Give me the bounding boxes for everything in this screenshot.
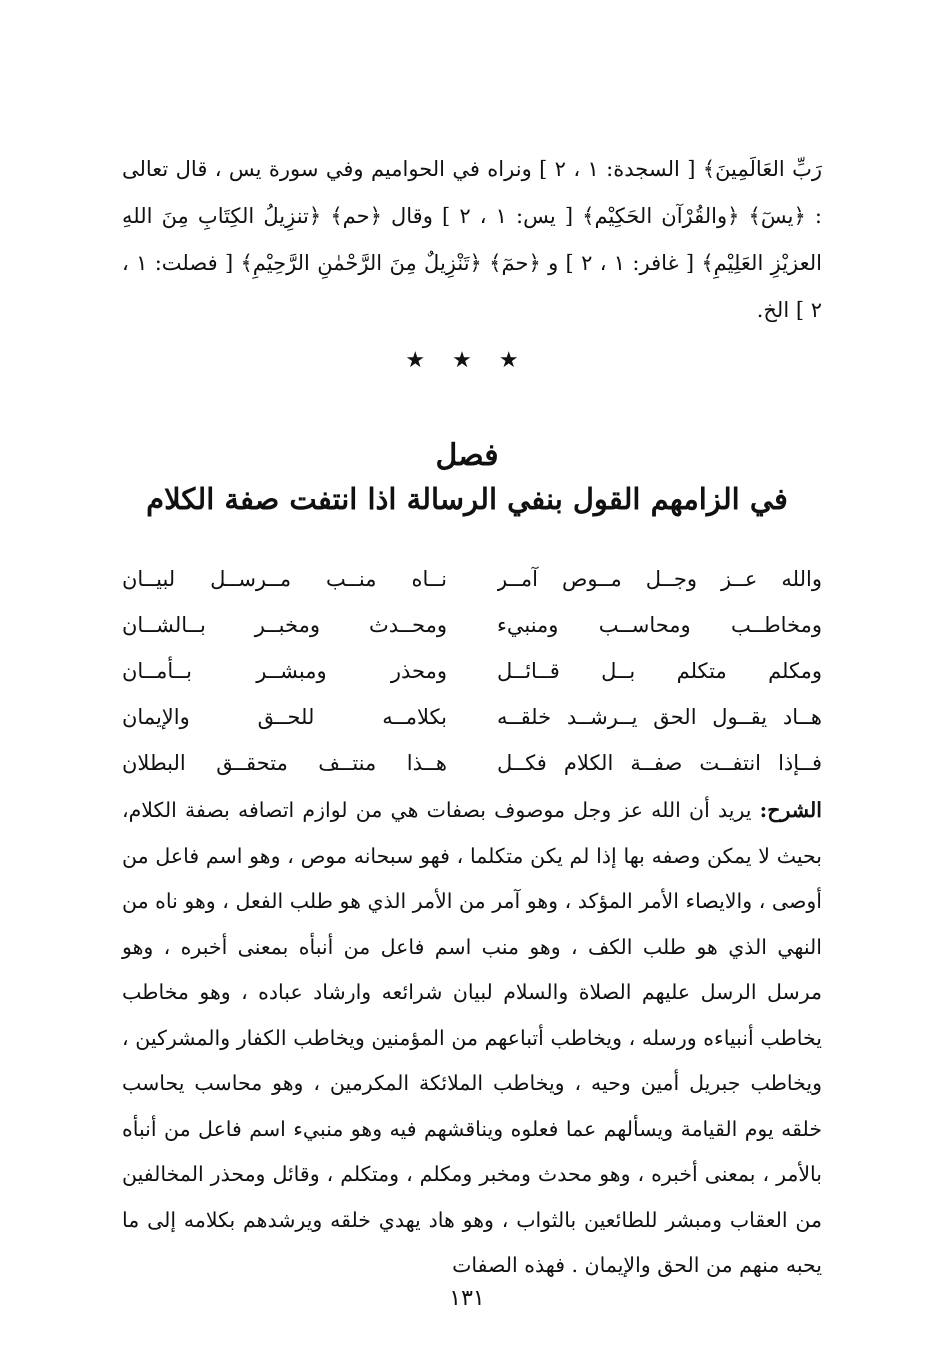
verse-first-hemistich: ومخاطــب ومحاســب ومنبيء [497,613,822,637]
poem-verse [122,740,822,786]
section-separator: ★ ★ ★ [405,348,529,373]
verse-first-hemistich: فــإذا انتفــت صفــة الكلام فكــل [497,751,822,775]
commentary-paragraph [122,788,822,1289]
verse-first-hemistich: ومكلم متكلم بــل قــائــل [497,659,822,683]
commentary-text [122,788,822,1289]
poem-verse [122,602,822,648]
commentary-lead: الشرح: [759,798,822,822]
verse-first-hemistich: هــاد يقــول الحق يــرشــد خلقــه [497,705,822,729]
poem-verse [122,648,822,694]
section-label: فصل [435,438,499,473]
section-title: في الزامهم القول بنفي الرسالة اذا انتفت صفة الكلام [146,482,788,516]
verse-second-hemistich: ومحذر ومبشــر بــأمــان [122,659,447,683]
poem-verse [122,694,822,740]
verse-second-hemistich: بكلامــه للحــق والإيمان [122,705,447,729]
verse-first-hemistich: والله عــز وجــل مــوص آمــر [497,567,822,591]
verse-second-hemistich: ومحــدث ومخبــر بــالشــان [122,613,447,637]
intro-paragraph [122,146,822,334]
poem [122,556,822,786]
verse-second-hemistich: هــذا منتــف متحقــق البطلان [122,751,447,775]
poem-verse [122,556,822,602]
intro-text: رَبِّ العَالَمِينَ﴾ [ السجدة: ١ ، ٢ ] ونراه في الحواميم وفي سورة يس ، قال تعالى : ﴿يسٓ﴾ ﴿والقُرْآن الحَكِيْم﴾ [ يس: ١ ، ٢ ] وقال ﴿حم﴾ ﴿تنزِيلُ الكِتَابِ مِنَ اللهِ العزيْزِ العَلِيْمِ﴾ [ غافر: ١ ، ٢ ] و ﴿حمٓ﴾ ﴿تَنْزِيلٌ مِنَ الرَّحْمٰنِ الرَّحِيْمِ﴾ [ فصلت: ١ ، ٢ ] الخ. [122,157,822,322]
commentary-body: يريد أن الله عز وجل موصوف بصفات هي من لوازم اتصافه بصفة الكلام، بحيث لا يمكن وصفه بها إذا لم يكن متكلما ، فهو سبحانه موص ، وهو اسم فاعل من أوصى ، والايصاء الأمر المؤكد ، وهو آمر من الأمر الذي هو طلب الفعل ، وهو ناه من النهي الذي هو طلب الكف ، وهو منب اسم فاعل من أنبأه بمعنى أخبره ، وهو مرسل الرسل عليهم الصلاة والسلام لبيان شرائعه وارشاد عباده ، وهو مخاطب يخاطب أنبياءه ورسله ، ويخاطب أتباعهم من المؤمنين ويخاطب الكفار والمشركين ، ويخاطب جبريل أمين وحيه ، ويخاطب الملائكة المكرمين ، وهو محاسب يحاسب خلقه يوم القيامة ويسألهم عما فعلوه ويناقشهم فيه وهو منبيء اسم فاعل من أنبأه بالأمر ، بمعنى أخبره ، وهو محدث ومخبر ومكلم ، ومتكلم ، وقائل ومحذر المخالفين من العقاب ومبشر للطائعين بالثواب ، وهو هاد يهدي خلقه ويرشدهم بكلامه إلى ما يحبه منهم من الحق والإيمان . فهذه الصفات [122,798,822,1277]
verse-second-hemistich: نــاه منــب مــرســل لبيــان [122,567,447,591]
page-number: ١٣١ [449,1286,485,1311]
